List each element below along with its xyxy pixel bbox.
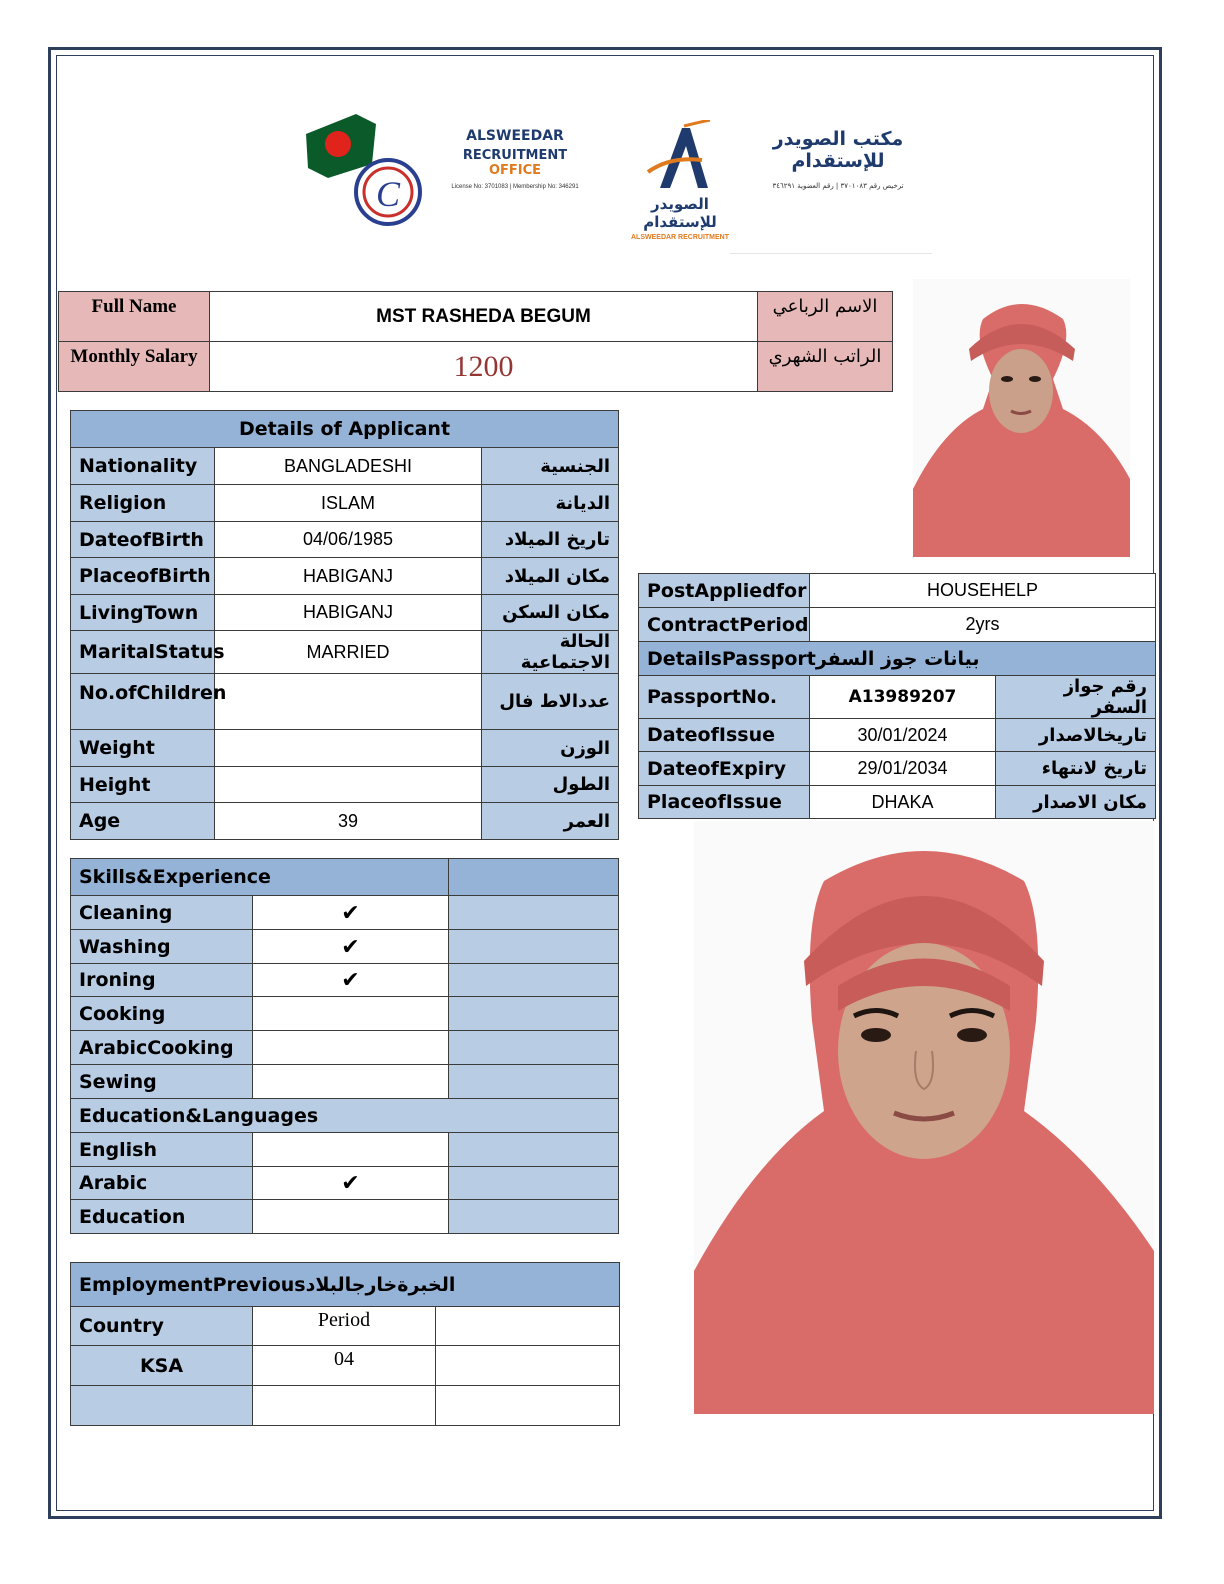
skill-blank: [449, 1065, 619, 1099]
post-label: PostAppliedfor: [639, 574, 810, 608]
salary-arabic: الراتب الشهري: [758, 342, 893, 392]
employment-row: [71, 1346, 620, 1386]
detail-value: 04/06/1985: [215, 522, 482, 558]
skill-label: Cooking: [71, 997, 253, 1031]
detail-label: Age: [71, 803, 215, 840]
detail-label: DateofBirth: [71, 522, 215, 558]
passport-value: A13989207: [810, 676, 996, 719]
skill-label: Cleaning: [71, 896, 253, 930]
check-cell: [253, 1133, 449, 1167]
edu-row: [71, 1133, 619, 1167]
skill-label: ArabicCooking: [71, 1031, 253, 1065]
period-label: Period: [253, 1307, 436, 1346]
detail-row: [71, 522, 619, 558]
employment-period-empty: [253, 1386, 436, 1426]
skill-row: [71, 997, 619, 1031]
salary-label: Monthly Salary: [59, 342, 210, 392]
passport-row: [639, 676, 1156, 719]
contract-value: 2yrs: [810, 608, 1156, 642]
contract-label: ContractPeriod: [639, 608, 810, 642]
education-title: Education&Languages: [71, 1099, 619, 1133]
employment-table: [70, 1262, 620, 1426]
employment-blank: [436, 1386, 620, 1426]
employment-title: EmploymentPreviousالخبرةخارجالبلاد: [71, 1263, 620, 1307]
detail-row: [71, 803, 619, 840]
passport-header: DetailsPassportبيانات جوز السفر: [639, 642, 1156, 676]
skill-blank: [449, 1031, 619, 1065]
passport-arabic: مكان الاصدار: [996, 786, 1156, 819]
detail-label: No.ofChildren: [71, 674, 215, 730]
detail-label: Weight: [71, 730, 215, 767]
logo-license: License No: 3701083: [451, 184, 509, 190]
edu-label: English: [71, 1133, 253, 1167]
details-title: Details of Applicant: [71, 411, 619, 448]
edu-row: [71, 1167, 619, 1200]
skill-row: [71, 896, 619, 930]
applicant-photo-large: [694, 821, 1154, 1414]
passport-label: PlaceofIssue: [639, 786, 810, 819]
detail-arabic: تاريخ الميلاد: [482, 522, 619, 558]
detail-value: 39: [215, 803, 482, 840]
name-salary-table: [58, 291, 893, 392]
employment-header-row: [71, 1307, 620, 1346]
employment-country: KSA: [71, 1346, 253, 1386]
skill-blank: [449, 997, 619, 1031]
salary-row: [59, 342, 893, 392]
salary-value: 1200: [210, 342, 758, 392]
logo-name: ALSWEEDAR: [466, 128, 564, 144]
detail-row: [71, 595, 619, 631]
detail-row: [71, 767, 619, 803]
passport-arabic: تاريخ لانتهاء: [996, 752, 1156, 786]
svg-text:C: C: [376, 174, 401, 214]
detail-value: ISLAM: [215, 485, 482, 522]
check-cell: [253, 1031, 449, 1065]
detail-arabic: مكان الميلاد: [482, 558, 619, 595]
check-cell: [253, 1065, 449, 1099]
detail-label: Height: [71, 767, 215, 803]
skill-blank: [449, 930, 619, 964]
passport-table: [638, 573, 1156, 819]
passport-label: PassportNo.: [639, 676, 810, 719]
alsweedar-a-logo: [620, 120, 740, 241]
applicant-photo-small: [913, 279, 1130, 557]
logo-arabic-sub: ترخيص رقم ٣٧٠١٠٨٣ | رقم العضوية ٣٤٦٢٩١: [772, 182, 904, 190]
passport-row: [639, 786, 1156, 819]
skill-blank: [449, 964, 619, 997]
detail-arabic: الطول: [482, 767, 619, 803]
country-label: Country: [71, 1307, 253, 1346]
logo-subtitle: RECRUITMENT: [462, 148, 568, 163]
logo-arabic-title: مكتب الصويدر للإستقدام: [772, 128, 904, 172]
logo-arabic: الصويدر للإستقدام: [643, 195, 717, 231]
full-name-row: [59, 292, 893, 342]
passport-value: 30/01/2024: [810, 719, 996, 752]
skills-table: [70, 858, 619, 1234]
arabic-office-logo: [752, 128, 924, 190]
post-value: HOUSEHELP: [810, 574, 1156, 608]
full-name-value: MST RASHEDA BEGUM: [210, 292, 758, 342]
passport-row: [639, 752, 1156, 786]
passport-label: DateofExpiry: [639, 752, 810, 786]
passport-row: [639, 719, 1156, 752]
detail-arabic: عددالاط فال: [482, 674, 619, 730]
check-icon: ✔: [253, 896, 449, 930]
edu-label: Arabic: [71, 1167, 253, 1200]
skill-label: Sewing: [71, 1065, 253, 1099]
employment-period: 04: [253, 1346, 436, 1386]
skills-title-blank: [449, 859, 619, 896]
detail-label: LivingTown: [71, 595, 215, 631]
logo-membership: Membership No: 346291: [512, 184, 579, 190]
details-table: [70, 410, 619, 840]
detail-label: PlaceofBirth: [71, 558, 215, 595]
detail-arabic: الديانة: [482, 485, 619, 522]
check-icon: ✔: [253, 964, 449, 997]
detail-arabic: الجنسية: [482, 448, 619, 485]
passport-value: 29/01/2034: [810, 752, 996, 786]
full-name-arabic: الاسم الرباعي: [758, 292, 893, 342]
edu-label: Education: [71, 1200, 253, 1234]
detail-row: [71, 631, 619, 674]
logo-english: ALSWEEDAR RECRUITMENT: [631, 234, 729, 241]
post-row: [639, 574, 1156, 608]
detail-value: HABIGANJ: [215, 595, 482, 631]
edu-blank: [449, 1200, 619, 1234]
skill-label: Washing: [71, 930, 253, 964]
passport-arabic: تاريخالاصدار: [996, 719, 1156, 752]
contract-row: [639, 608, 1156, 642]
detail-value: [215, 730, 482, 767]
detail-label: MaritalStatus: [71, 631, 215, 674]
edu-blank: [449, 1133, 619, 1167]
alsweedar-text-logo: ALSWEEDAR RECRUITMENT OFFICE License No: 3701083 | Membership No: 346291: [440, 128, 590, 192]
passport-value: DHAKA: [810, 786, 996, 819]
detail-value: BANGLADESHI: [215, 448, 482, 485]
check-icon: ✔: [253, 930, 449, 964]
detail-value: MARRIED: [215, 631, 482, 674]
detail-value: [215, 767, 482, 803]
edu-row: [71, 1200, 619, 1234]
detail-arabic: الوزن: [482, 730, 619, 767]
header-divider: [730, 253, 932, 254]
check-cell: [253, 1200, 449, 1234]
skill-row: [71, 1031, 619, 1065]
check-icon: ✔: [253, 1167, 449, 1200]
skill-label: Ironing: [71, 964, 253, 997]
detail-row: [71, 730, 619, 767]
detail-arabic: العمر: [482, 803, 619, 840]
skill-blank: [449, 896, 619, 930]
skill-row: [71, 930, 619, 964]
check-cell: [253, 997, 449, 1031]
detail-row: [71, 448, 619, 485]
employment-country-empty: [71, 1386, 253, 1426]
detail-value: HABIGANJ: [215, 558, 482, 595]
passport-arabic: رقم جواز السفر: [996, 676, 1156, 719]
detail-row: [71, 485, 619, 522]
detail-label: Religion: [71, 485, 215, 522]
skills-title: Skills&Experience: [71, 859, 449, 896]
edu-blank: [449, 1167, 619, 1200]
employment-row-empty: [71, 1386, 620, 1426]
full-name-label: Full Name: [59, 292, 210, 342]
detail-arabic: مكان السكن: [482, 595, 619, 631]
employment-blank: [436, 1346, 620, 1386]
detail-label: Nationality: [71, 448, 215, 485]
detail-value: [215, 674, 482, 730]
detail-row: [71, 558, 619, 595]
skill-row: [71, 964, 619, 997]
detail-arabic: الحالة الاجتماعية: [482, 631, 619, 674]
logo-office: OFFICE: [488, 163, 542, 178]
skill-row: [71, 1065, 619, 1099]
employment-blank: [436, 1307, 620, 1346]
passport-label: DateofIssue: [639, 719, 810, 752]
detail-row: [71, 674, 619, 730]
bangladesh-emblem-logo: [298, 106, 428, 236]
